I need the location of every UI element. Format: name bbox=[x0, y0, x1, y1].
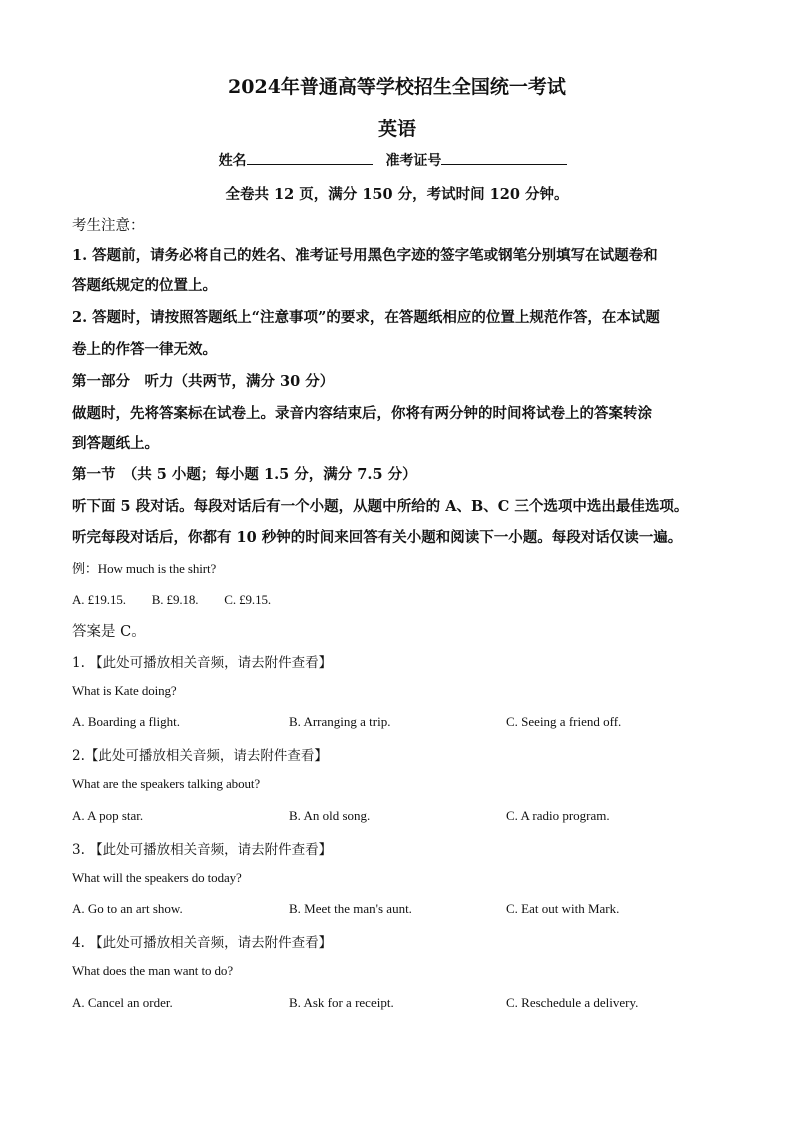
section1-heading: 第一节 （共 5 小题；每小题 1.5 分，满分 7.5 分） bbox=[72, 466, 417, 483]
example-answer: 答案是 C。 bbox=[72, 624, 146, 640]
question-3-option-b[interactable]: B. Meet the man's aunt. bbox=[289, 901, 412, 916]
question-2-option-c[interactable]: C. A radio program. bbox=[506, 808, 610, 823]
section1-instruction-line-2: 听完每段对话后，你都有 10 秒钟的时间来回答有关小题和阅读下一小题。每段对话仅读一遍。 bbox=[72, 529, 683, 546]
subject-title: 英语 bbox=[377, 118, 416, 140]
name-blank bbox=[247, 150, 373, 165]
question-4-option-a[interactable]: A. Cancel an order. bbox=[72, 995, 173, 1010]
question-1-option-b[interactable]: B. Arranging a trip. bbox=[289, 714, 391, 729]
part1-heading: 第一部分 听力（共两节，满分 30 分） bbox=[72, 373, 335, 390]
question-3-label: 3. 【此处可播放相关音频，请去附件查看】 bbox=[72, 842, 333, 858]
exam-title: 2024年普通高等学校招生全国统一考试 bbox=[228, 76, 566, 98]
question-4-text: What does the man want to do? bbox=[72, 963, 233, 978]
question-4-label: 4. 【此处可播放相关音频，请去附件查看】 bbox=[72, 935, 333, 951]
notice-item-2-line-2: 卷上的作答一律无效。 bbox=[72, 341, 217, 358]
question-1-label: 1. 【此处可播放相关音频，请去附件查看】 bbox=[72, 655, 333, 671]
exam-summary: 全卷共 12 页，满分 150 分，考试时间 120 分钟。 bbox=[225, 186, 569, 203]
part1-instruction-line-2: 到答题纸上。 bbox=[72, 435, 159, 452]
question-2-option-a[interactable]: A. A pop star. bbox=[72, 808, 144, 823]
question-4-option-b[interactable]: B. Ask for a receipt. bbox=[289, 995, 394, 1010]
question-2-option-b[interactable]: B. An old song. bbox=[289, 808, 371, 823]
question-2-label: 2.【此处可播放相关音频，请去附件查看】 bbox=[72, 748, 328, 764]
example-options: A. £19.15. B. £9.18. C. £9.15. bbox=[72, 592, 272, 607]
question-4-option-c[interactable]: C. Reschedule a delivery. bbox=[506, 995, 639, 1010]
notice-heading: 考生注意： bbox=[72, 218, 145, 234]
notice-item-1-line-2: 答题纸规定的位置上。 bbox=[72, 277, 217, 294]
example-question: 例：How much is the shirt? bbox=[72, 561, 217, 576]
question-3-text: What will the speakers do today? bbox=[72, 870, 242, 885]
candidate-info-line bbox=[0, 150, 794, 170]
section1-instruction-line-1: 听下面 5 段对话。每段对话后有一个小题，从题中所给的 A、B、C 三个选项中选出最佳选项。 bbox=[72, 498, 689, 515]
question-1-option-c[interactable]: C. Seeing a friend off. bbox=[506, 714, 622, 729]
question-1-option-a[interactable]: A. Boarding a flight. bbox=[72, 714, 180, 729]
exam-id-label: 准考证号 bbox=[385, 153, 442, 169]
question-1-text: What is Kate doing? bbox=[72, 683, 177, 698]
notice-item-2-line-1: 2. 答题时，请按照答题纸上“注意事项”的要求，在答题纸相应的位置上规范作答，在本试题 bbox=[72, 309, 660, 326]
question-2-text: What are the speakers talking about? bbox=[72, 776, 261, 791]
notice-item-1-line-1: 1. 答题前，请务必将自己的姓名、准考证号用黑色字迹的签字笔或钢笔分别填写在试题卷和 bbox=[72, 247, 658, 264]
question-3-option-a[interactable]: A. Go to an art show. bbox=[72, 901, 183, 916]
exam-id-blank bbox=[441, 150, 567, 165]
part1-instruction-line-1: 做题时，先将答案标在试卷上。录音内容结束后，你将有两分钟的时间将试卷上的答案转涂 bbox=[72, 405, 652, 422]
name-label: 姓名 bbox=[218, 153, 247, 169]
question-3-option-c[interactable]: C. Eat out with Mark. bbox=[506, 901, 620, 916]
